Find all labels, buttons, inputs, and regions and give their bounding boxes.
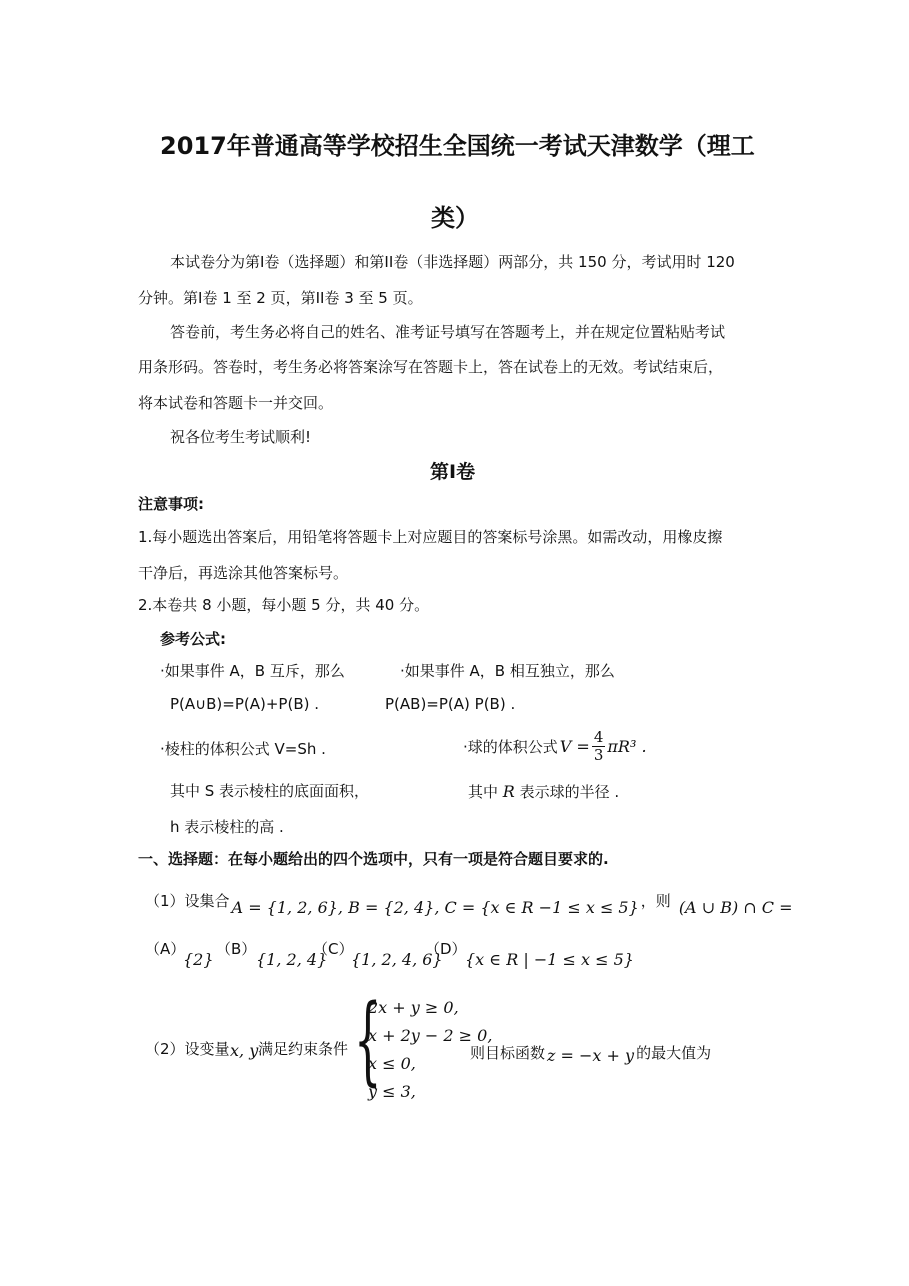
sphere-radius-note	[468, 782, 619, 801]
question-1	[145, 884, 793, 917]
note-1-line-1: 1.每小题选出答案后，用铅笔将答题卡上对应题目的答案标号涂黑。如需改动，用橡皮擦	[138, 528, 723, 546]
page-title: 2017年普通高等学校招生全国统一考试天津数学（理工	[160, 132, 755, 160]
q1-option-c-label[interactable]: （C）	[313, 940, 354, 958]
prism-base-area-note: 其中 S 表示棱柱的底面面积，	[170, 782, 370, 800]
q1-option-c[interactable]: {1, 2, 4, 6}	[351, 950, 443, 969]
question-1-then: ，则	[640, 891, 671, 910]
intro-paragraph-2-line-2: 用条形码。答卷时，考生务必将答案涂写在答题卡上，答在试卷上的无效。考试结束后，	[138, 358, 724, 376]
note-1-line-2: 干净后，再选涂其他答案标号。	[138, 564, 349, 582]
question-2-variables: x, y	[230, 1041, 259, 1060]
fraction-numerator: 4	[593, 728, 604, 746]
objective-function: z = −x + y	[547, 1046, 635, 1065]
constraint-2: x + 2y − 2 ≥ 0,	[368, 1026, 493, 1045]
formula-mutually-exclusive: ·如果事件 A，B 互斥，那么	[160, 662, 345, 680]
formula-sphere-rhs: πR³ .	[607, 736, 647, 756]
intro-paragraph-2-line-1: 答卷前，考生务必将自己的姓名、准考证号填写在答题考上，并在规定位置粘贴考试	[170, 323, 726, 341]
left-brace-icon: {	[354, 984, 382, 1096]
sphere-radius-note-prefix: 其中	[468, 783, 499, 801]
formulas-heading: 参考公式:	[160, 630, 226, 648]
q1-option-a-label[interactable]: （A）	[145, 940, 186, 958]
radius-symbol: R	[502, 782, 515, 801]
formula-product-probability: P(AB)=P(A) P(B) .	[385, 695, 516, 713]
q1-option-d[interactable]: {x ∈ R | −1 ≤ x ≤ 5}	[465, 950, 634, 969]
formula-union-probability: P(A∪B)=P(A)+P(B) .	[170, 695, 320, 713]
question-2-prefix: （2）设变量	[145, 1040, 230, 1058]
objective-prefix: 则目标函数	[470, 1043, 546, 1062]
constraint-3: x ≤ 0,	[368, 1054, 416, 1073]
formula-sphere-lhs: V =	[559, 736, 590, 756]
formula-sphere-volume	[463, 730, 647, 763]
note-2: 2.本卷共 8 小题，每小题 5 分，共 40 分。	[138, 596, 430, 614]
notes-heading: 注意事项:	[138, 495, 204, 513]
intro-paragraph-1-line-1: 本试卷分为第I卷（选择题）和第II卷（非选择题）两部分，共 150 分，考试用时 120	[170, 253, 735, 271]
section-title: 第I卷	[430, 461, 476, 483]
constraint-4: y ≤ 3,	[368, 1082, 416, 1101]
question-2-constraint-text: 满足约束条件	[258, 1040, 349, 1058]
fraction-four-thirds	[592, 730, 606, 763]
question-2-objective	[470, 1040, 711, 1065]
q1-option-d-label[interactable]: （D）	[425, 940, 467, 958]
question-1-label: （1）设集合	[145, 891, 230, 910]
sphere-radius-note-suffix: 表示球的半径 .	[519, 783, 620, 801]
question-1-expression: (A ∪ B) ∩ C =	[678, 898, 793, 917]
question-1-sets: A = {1, 2, 6}, B = {2, 4}, C = {x ∈ R −1 ≤ x ≤ 5}	[231, 898, 639, 917]
intro-paragraph-3: 祝各位考生考试顺利!	[170, 428, 312, 446]
formula-independent: ·如果事件 A，B 相互独立，那么	[400, 662, 615, 680]
fraction-denominator: 3	[593, 746, 604, 764]
formula-sphere-volume-label: ·球的体积公式	[463, 737, 558, 756]
prism-height-note: h 表示棱柱的高 .	[170, 818, 284, 836]
intro-paragraph-1-line-2: 分钟。第I卷 1 至 2 页，第II卷 3 至 5 页。	[138, 289, 423, 307]
section-1-heading: 一、选择题：在每小题给出的四个选项中，只有一项是符合题目要求的.	[138, 850, 609, 868]
intro-paragraph-2-line-3: 将本试卷和答题卡一并交回。	[138, 394, 334, 412]
formula-prism-volume: ·棱柱的体积公式 V=Sh .	[160, 740, 326, 758]
page-title-continued: 类）	[431, 204, 479, 232]
q1-option-b-label[interactable]: （B）	[216, 940, 257, 958]
constraint-1: 2x + y ≥ 0,	[368, 998, 459, 1017]
q1-option-a[interactable]: {2}	[183, 950, 214, 969]
objective-suffix: 的最大值为	[636, 1043, 712, 1062]
q1-option-b[interactable]: {1, 2, 4}	[256, 950, 328, 969]
